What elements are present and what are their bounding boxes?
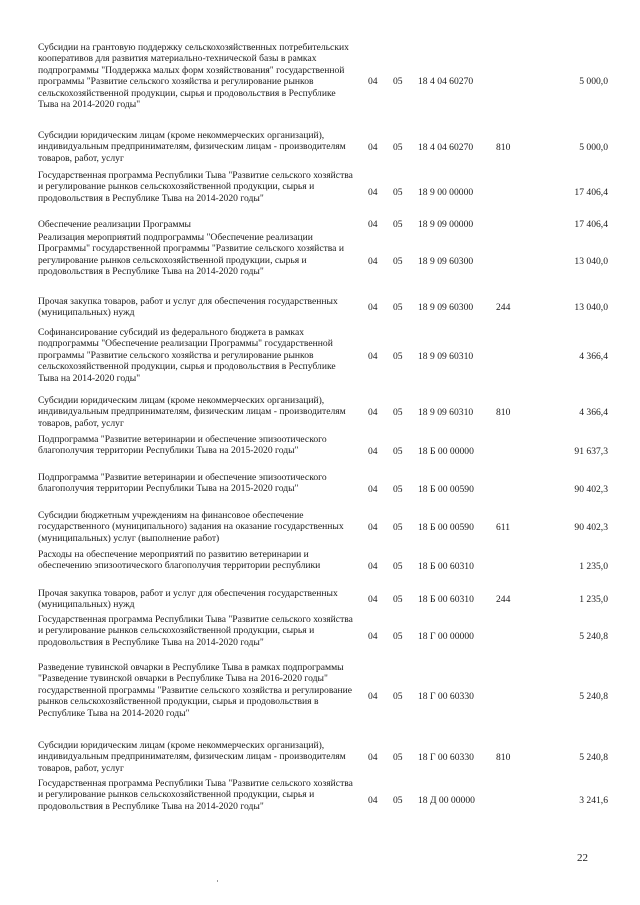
row-name: Государственная программа Республики Тыва "Развитие сельского хозяйства и регулирование рынков сельскохозяйственной продукции, сырья и продовольствия в Республике Тыва на 2014-2020 годы" [38,778,353,812]
row-target-article: 18 9 09 00000 [418,219,474,230]
budget-row [38,472,608,508]
row-target-article: 18 9 09 60300 [418,256,474,267]
row-target-article: 18 Г 00 60330 [418,752,474,763]
row-name: Субсидии бюджетным учреждениям на финансовое обеспечение государственного (муниципального) задания на оказание государственных (муниципальных) услуг (выполнение работ) [38,510,344,544]
budget-row [38,130,608,166]
scan-artifact [217,880,218,882]
budget-row [38,219,608,231]
row-section: 04 [368,594,378,605]
row-section: 04 [368,187,378,198]
budget-row [38,395,608,431]
row-subsection: 05 [393,407,403,418]
budget-row [38,434,608,470]
row-section: 04 [368,795,378,806]
row-name: Субсидии на грантовую поддержку сельскохозяйственных потребительских кооперативов для развития материально-технической базы в рамках подпрограммы "Поддержка малых форм хозяйствования" государственной программы "Развитие сельского хозяйства и регулирование рынков сельскохозяйственной продукции, сырья и продовольствия в Республике Тыва на 2014-2020 годы" [38,42,349,111]
row-subsection: 05 [393,302,403,313]
budget-row [38,662,608,734]
budget-row [38,549,608,585]
row-target-article: 18 Б 00 60310 [418,594,474,605]
row-section: 04 [368,752,378,763]
row-name: Подпрограмма "Развитие ветеринарии и обеспечение эпизоотического благополучия территории Республики Тыва на 2015-2020 годы" [38,472,327,495]
row-name: Субсидии юридическим лицам (кроме некоммерческих организаций), индивидуальным предпринимателям, физическим лицам - производителям товаров, работ, услуг [38,395,346,429]
row-name: Реализация мероприятий подпрограммы "Обеспечение реализации Программы" государственной программы "Развитие сельского хозяйства и регулирование рынков сельскохозяйственной продукции, сырья и продовольствия в Республике Тыва на 2014-2020 годы" [38,232,344,278]
budget-row [38,232,608,292]
row-target-article: 18 4 04 60270 [418,142,474,153]
row-subsection: 05 [393,187,403,198]
row-subsection: 05 [393,795,403,806]
budget-row [38,740,608,776]
row-sum: 5 240,8 [579,752,608,763]
budget-row [38,296,608,320]
row-sum: 17 406,4 [574,219,608,230]
row-name: Расходы на обеспечение мероприятий по развитию ветеринарии и обеспечению эпизоотического благополучия территории республики [38,549,321,572]
row-subsection: 05 [393,446,403,457]
row-target-article: 18 4 04 60270 [418,76,474,87]
row-section: 04 [368,76,378,87]
row-target-article: 18 9 00 00000 [418,187,474,198]
row-target-article: 18 Г 00 00000 [418,631,474,642]
row-section: 04 [368,351,378,362]
row-target-article: 18 9 09 60310 [418,407,474,418]
row-target-article: 18 Б 00 00000 [418,446,474,457]
row-name: Государственная программа Республики Тыва "Развитие сельского хозяйства и регулирование рынков сельскохозяйственной продукции, сырья и продовольствия в Республике Тыва на 2014-2020 годы" [38,170,353,204]
budget-row [38,588,608,612]
budget-row [38,510,608,546]
row-subsection: 05 [393,752,403,763]
row-sum: 17 406,4 [574,187,608,198]
row-name: Подпрограмма "Развитие ветеринарии и обеспечение эпизоотического благополучия территории Республики Тыва на 2015-2020 годы" [38,434,327,457]
budget-row [38,778,608,826]
row-expense-type: 244 [496,594,511,605]
row-subsection: 05 [393,522,403,533]
row-name: Субсидии юридическим лицам (кроме некоммерческих организаций), индивидуальным предпринимателям, физическим лицам - производителям товаров, работ, услуг [38,130,346,164]
row-name: Государственная программа Республики Тыва "Развитие сельского хозяйства и регулирование рынков сельскохозяйственной продукции, сырья и продовольствия в Республике Тыва на 2014-2020 годы" [38,614,353,648]
row-sum: 1 235,0 [579,561,608,572]
row-expense-type: 810 [496,752,511,763]
row-sum: 4 366,4 [579,407,608,418]
row-sum: 13 040,0 [574,256,608,267]
row-sum: 4 366,4 [579,351,608,362]
row-subsection: 05 [393,256,403,267]
row-section: 04 [368,302,378,313]
row-name: Софинансирование субсидий из федерального бюджета в рамках подпрограммы "Обеспечение реализации Программы" государственной программы "Развитие сельского хозяйства и регулирование рынков сельскохозяйственной продукции, сырья и продовольствия в Республике Тыва на 2014-2020 годы" [38,327,336,384]
row-sum: 91 637,3 [574,446,608,457]
row-section: 04 [368,484,378,495]
row-expense-type: 810 [496,142,511,153]
row-sum: 5 000,0 [579,142,608,153]
row-sum: 5 240,8 [579,691,608,702]
row-sum: 3 241,6 [579,795,608,806]
row-name: Субсидии юридическим лицам (кроме некоммерческих организаций), индивидуальным предпринимателям, физическим лицам - производителям товаров, работ, услуг [38,740,346,774]
row-subsection: 05 [393,351,403,362]
row-section: 04 [368,256,378,267]
budget-row [38,42,608,122]
row-section: 04 [368,561,378,572]
row-expense-type: 810 [496,407,511,418]
row-target-article: 18 9 09 60310 [418,351,474,362]
row-target-article: 18 Д 00 00000 [418,795,475,806]
row-section: 04 [368,219,378,230]
row-sum: 5 240,8 [579,631,608,642]
row-expense-type: 244 [496,302,511,313]
row-sum: 90 402,3 [574,522,608,533]
budget-row [38,327,608,387]
row-name: Разведение тувинской овчарки в Республике Тыва в рамках подпрограммы "Разведение тувинской овчарки в Республике Тыва на 2016-2020 годы" государственной программы "Развитие сельского хозяйства и регулирование рынков сельскохозяйственной продукции, сырья и продовольствия в Республике Тыва на 2014-2020 годы" [38,662,353,719]
row-target-article: 18 Б 00 60310 [418,561,474,572]
page-number: 22 [577,852,588,864]
row-section: 04 [368,691,378,702]
row-name: Прочая закупка товаров, работ и услуг для обеспечения государственных (муниципальных) нужд [38,296,338,319]
row-sum: 5 000,0 [579,76,608,87]
row-subsection: 05 [393,142,403,153]
row-subsection: 05 [393,631,403,642]
row-sum: 13 040,0 [574,302,608,313]
row-target-article: 18 Г 00 60330 [418,691,474,702]
budget-row [38,170,608,218]
row-subsection: 05 [393,691,403,702]
row-expense-type: 611 [496,522,511,533]
row-subsection: 05 [393,76,403,87]
row-name: Обеспечение реализации Программы [38,219,191,230]
row-section: 04 [368,142,378,153]
row-sum: 1 235,0 [579,594,608,605]
row-section: 04 [368,446,378,457]
row-target-article: 18 9 09 60300 [418,302,474,313]
row-section: 04 [368,407,378,418]
row-target-article: 18 Б 00 00590 [418,522,474,533]
row-subsection: 05 [393,561,403,572]
row-sum: 90 402,3 [574,484,608,495]
row-target-article: 18 Б 00 00590 [418,484,474,495]
row-name: Прочая закупка товаров, работ и услуг для обеспечения государственных (муниципальных) нужд [38,588,338,611]
row-subsection: 05 [393,484,403,495]
row-section: 04 [368,522,378,533]
row-subsection: 05 [393,594,403,605]
budget-row [38,614,608,662]
row-subsection: 05 [393,219,403,230]
row-section: 04 [368,631,378,642]
